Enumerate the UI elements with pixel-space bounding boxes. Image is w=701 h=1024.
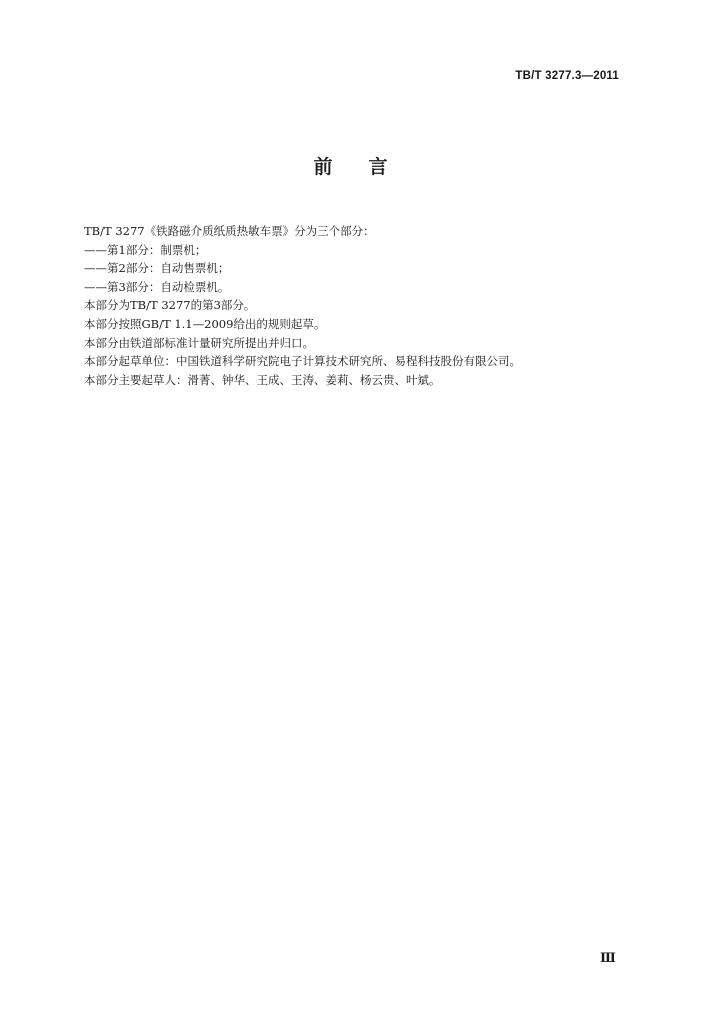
body-text (84, 222, 624, 389)
list-item-part-1: ——第1部分：制票机； (84, 242, 207, 257)
standard-number: TB/T 3277.3—2011 (515, 70, 619, 82)
page-number: Ⅲ (600, 951, 616, 966)
paragraph-scope: 本部分为TB/T 3277的第3部分。 (84, 298, 256, 313)
list-item-part-3: ——第3部分：自动检票机。 (84, 279, 230, 294)
paragraph-drafting-units: 本部分起草单位：中国铁道科学研究院电子计算技术研究所、易程科技股份有限公司。 (84, 354, 521, 369)
list-item-part-2: ——第2部分：自动售票机； (84, 261, 230, 276)
paragraph-intro: TB/T 3277《铁路磁介质纸质热敏车票》分为三个部分： (84, 224, 375, 238)
paragraph-drafters: 本部分主要起草人：滑菁、钟华、王成、王涛、姜莉、杨云贵、叶斌。 (84, 372, 441, 387)
page-title: 前言 (313, 156, 424, 178)
paragraph-proposer: 本部分由铁道部标准计量研究所提出并归口。 (84, 335, 314, 350)
paragraph-drafting-rules: 本部分按照GB/T 1.1—2009给出的规则起草。 (84, 316, 326, 331)
